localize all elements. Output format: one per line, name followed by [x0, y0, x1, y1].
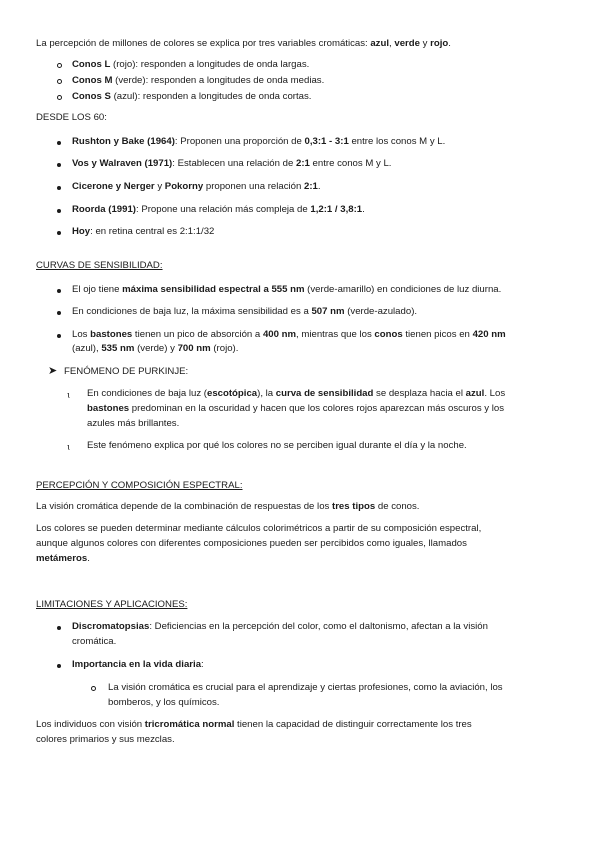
- list-item: La visión cromática es crucial para el aprendizaje y ciertas profesiones, como la aviación, los: [108, 682, 503, 693]
- list-item: Discromatopsias: Deficiencias en la percepción del color, como el daltonismo, afectan a la visión: [72, 621, 488, 632]
- bullet-icon: [57, 186, 61, 190]
- curvas-heading: CURVAS DE SENSIBILIDAD:: [36, 260, 163, 271]
- percepcion-paragraph-1: La visión cromática depende de la combinación de respuestas de los tres tipos de conos.: [36, 501, 420, 512]
- bullet-icon: [57, 163, 61, 167]
- bullet-icon: [57, 231, 61, 235]
- ring-bullet-icon: [57, 63, 62, 68]
- list-item: Rushton y Bake (1964): Proponen una proporción de 0,3:1 - 3:1 entre los conos M y L.: [72, 136, 446, 147]
- list-item-continuation: bastones predominan en la oscuridad y hacen que los colores rojos aparezcan más oscuros y los: [87, 403, 505, 414]
- list-item-continuation: cromática.: [72, 636, 117, 647]
- list-item: En condiciones de baja luz, la máxima sensibilidad es a 507 nm (verde-azulado).: [72, 306, 418, 317]
- list-item: Conos M (verde): responden a longitudes de onda medias.: [72, 75, 325, 86]
- ring-bullet-icon: [91, 686, 96, 691]
- paragraph-line: Los colores se pueden determinar mediante cálculos colorimétricos a partir de su composición espectral,: [36, 523, 482, 534]
- paragraph-line: aunque algunos colores con diferentes composiciones pueden ser percibidos como iguales, llamados: [36, 538, 467, 549]
- closing-paragraph: Los individuos con visión tricromática normal tienen la capacidad de distinguir correctamente los tres: [36, 719, 472, 730]
- list-item-continuation: (azul), 535 nm (verde) y 700 nm (rojo).: [72, 343, 239, 354]
- list-item: Este fenómeno explica por qué los colores no se perciben igual durante el día y la noche.: [87, 440, 467, 451]
- limitaciones-heading: LIMITACIONES Y APLICACIONES:: [36, 599, 188, 610]
- list-item: Vos y Walraven (1971): Establecen una relación de 2:1 entre conos M y L.: [72, 158, 392, 169]
- list-item: El ojo tiene máxima sensibilidad espectral a 555 nm (verde-amarillo) en condiciones de luz diurna.: [72, 284, 502, 295]
- bullet-icon: [57, 626, 61, 630]
- bullet-icon: [57, 289, 61, 293]
- list-item-continuation: bomberos, y los químicos.: [108, 697, 220, 708]
- list-item-continuation: azules más brillantes.: [87, 418, 180, 429]
- intro-paragraph: La percepción de millones de colores se explica por tres variables cromáticas: azul, verde y rojo.: [36, 38, 451, 49]
- list-item: Importancia en la vida diaria:: [72, 659, 204, 670]
- bullet-icon: [57, 209, 61, 213]
- closing-paragraph-line-2: colores primarios y sus mezclas.: [36, 734, 175, 745]
- list-item: Los bastones tienen un pico de absorción a 400 nm, mientras que los conos tienen picos en 420 nm: [72, 329, 506, 340]
- ring-bullet-icon: [57, 79, 62, 84]
- bullet-icon: [57, 334, 61, 338]
- arrow-bullet-icon: ➤: [48, 365, 58, 377]
- bullet-icon: [57, 311, 61, 315]
- bullet-icon: [57, 141, 61, 145]
- bullet-icon: [57, 664, 61, 668]
- list-item: Conos S (azul): responden a longitudes de onda cortas.: [72, 91, 312, 102]
- curl-bullet-icon: ɩ: [67, 391, 71, 401]
- list-item: Cicerone y Nerger y Pokorny proponen una relación 2:1.: [72, 181, 321, 192]
- percepcion-heading: PERCEPCIÓN Y COMPOSICIÓN ESPECTRAL:: [36, 480, 243, 491]
- purkinje-heading: FENÓMENO DE PURKINJE:: [64, 366, 189, 377]
- list-item: Roorda (1991): Propone una relación más compleja de 1,2:1 / 3,8:1.: [72, 204, 365, 215]
- curl-bullet-icon: ɩ: [67, 443, 71, 453]
- paragraph-line: metámeros.: [36, 553, 90, 564]
- list-item: Hoy: en retina central es 2:1:1/32: [72, 226, 215, 237]
- list-item: En condiciones de baja luz (escotópica), la curva de sensibilidad se desplaza hacia el azul. Los: [87, 388, 506, 399]
- list-item: Conos L (rojo): responden a longitudes de onda largas.: [72, 59, 310, 70]
- ring-bullet-icon: [57, 95, 62, 100]
- desde-heading: DESDE LOS 60:: [36, 112, 107, 123]
